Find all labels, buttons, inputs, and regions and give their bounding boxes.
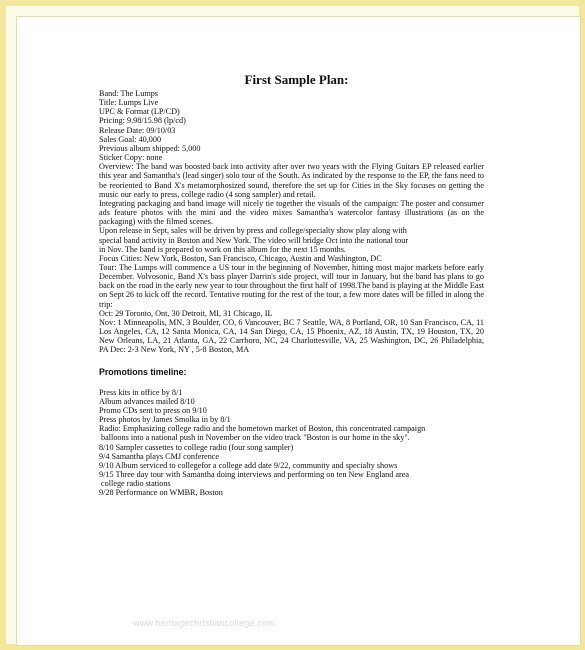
format-line: UPC & Format (LP/CD) [99,107,180,117]
pricing-line: Pricing: 9.98/15.98 (lp/cd) [99,116,186,126]
promotion-item: 8/10 Sampler cassettes to college radio (four song sampler) [99,442,294,452]
promotion-item: Press photos by James Smolka in by 8/1 [99,415,231,425]
promotion-item: 9/28 Performance on WMBR, Boston [99,488,223,498]
title-line: Title: Lumps Live [99,98,159,108]
promotion-item: 9/10 Album serviced to collegefor a college add date 9/22, community and specialty shows [99,460,398,470]
promotion-item: balloons into a national push in November on the video track "Boston is our home in the sky". [99,433,410,443]
upon-release-line-3: in Nov. The band is prepared to work on this album for the next 15 months. [99,244,346,254]
promotion-item: Radio: Emphasizing college radio and the hometown market of Boston, this concentrated campaign [99,424,426,434]
release-date-line: Release Date: 09/10/03 [99,125,176,135]
page-title: First Sample Plan: [244,72,349,87]
promotion-item: 9/4 Samantha plays CMJ conference [99,451,220,461]
document-body [99,72,484,498]
promotion-item: college radio stations [99,479,171,489]
oct-dates-line: Oct: 29 Toronto, Ont, 30 Detroit, MI, 31 Chicago, IL [99,308,273,318]
sales-goal-line: Sales Goal: 40,000 [99,134,162,144]
promotion-item: Promo CDs sent to press on 9/10 [99,406,207,415]
nov-dates-paragraph: Nov: 1 Minneapolis, MN, 3 Boulder, CO, 6 Vancouver, BC 7 Seattle, WA, 8 Portland, OR, 10 San Francisco, CA, 11 Los Angeles, CA, 12 Santa Monica, CA, 14 San Diego, CA, 15 Phoenix, AZ, 18 Austin, TX, 19 Houston, TX, 20 New Orleans, LA, 21 Atlanta, GA, 22 Carrboro, NC, 24 Charlottesville, VA, 25 Washington, DC, 26 Philadelphia, PA Dec: 2-3 New York, NY , 5-8 Boston, MA [99,317,484,355]
overview-paragraph: Overview: The band was boosted back into activity after over two years with the Flying Guitars EP released earlier this year and Samantha's (lead singer) solo tour of the South. As indicated by the response to the EP, the fans need to be reoriented to Band X's metamorphosized sound, therefore the set up for Cities in the Sky focuses on getting the music our early to press, college radio (4 song sampler) and retail. [99,162,484,199]
previous-album-line: Previous album shipped: 5,000 [99,143,201,153]
sticker-copy-line: Sticker Copy: none [99,153,163,163]
watermark-text: www.heritagechristiancollege.com [133,618,275,628]
promotion-item: 9/15 Three day tour with Samantha doing interviews and performing on ten New England area [99,470,409,480]
upon-release-line-2: special band activity in Boston and New York. The video will bridge Oct into the national tour [99,235,409,245]
promotion-item: Press kits in office by 8/1 [99,387,183,397]
promotions-heading: Promotions timeline: [99,366,187,377]
integrating-paragraph: Integrating packaging and band image will nicely tie together the visuals of the campaign: The poster and consumer ads feature photos with the mini and the video mixes Samantha's watercolor fantasy illustrations (as on the packaging) with the filmed scenes. [99,198,484,227]
focus-cities-line: Focus Cities: New York, Boston, San Francisco, Chicago, Austin and Washington, DC [99,253,382,263]
upon-release-line-1: Upon release in Sept, sales will be driven by press and college/specialty show play along with [99,226,407,236]
tour-paragraph: Tour: The Lumps will commence a US tour in the beginning of November, hitting most major markets before early December. Volvosonic, Band X's bass player Darrin's side project, will tour in January, but the band has plans to go back on the road in the early new year to tour throughout the first half of 1998.The band is playing at the Middle East on Sept 26 to kick off the record. Tentative routing for the rest of the tour, a few more dates will be filled in along the trip: [99,262,484,309]
band-line: Band: The Lumps [99,89,158,98]
promotion-item: Album advances mailed 8/10 [99,396,195,406]
